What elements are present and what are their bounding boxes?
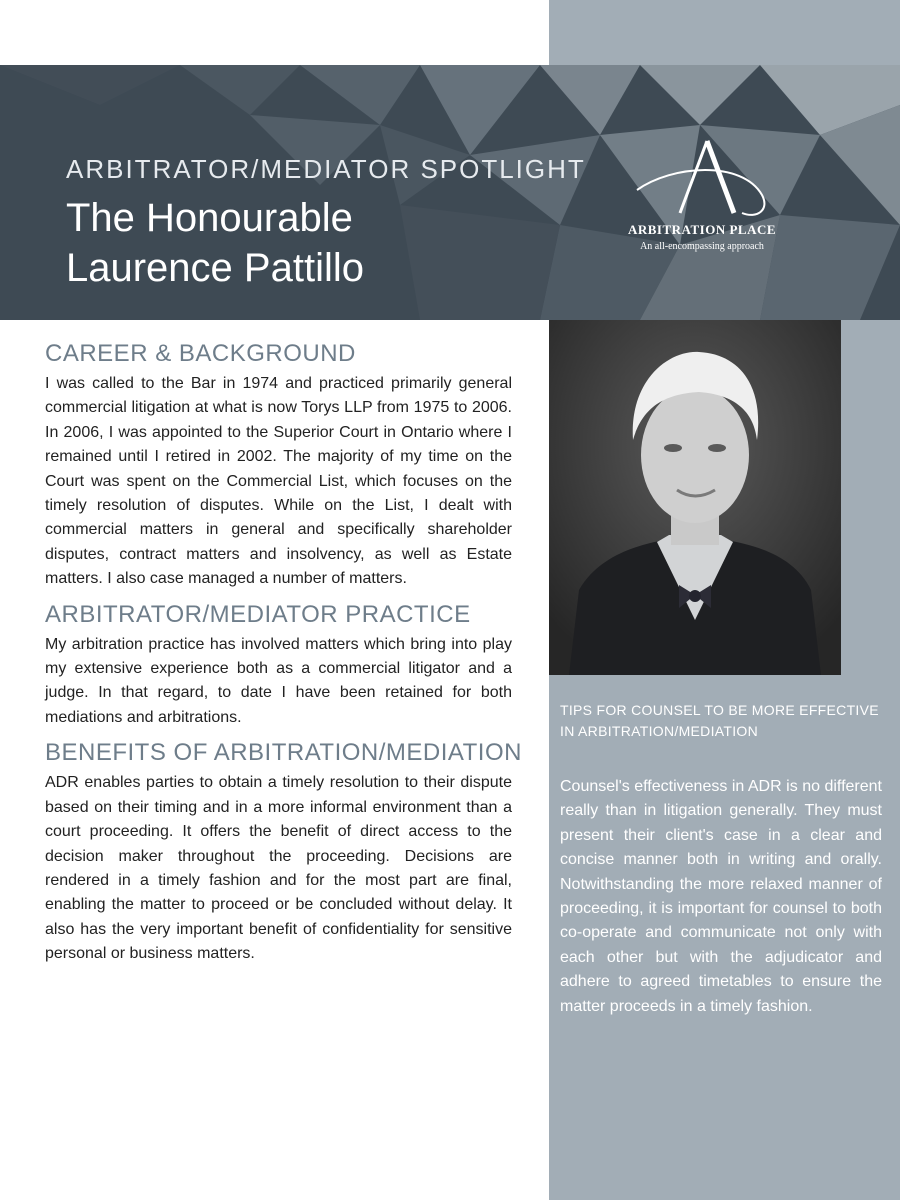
spotlight-kicker: ARBITRATOR/MEDIATOR SPOTLIGHT: [66, 154, 586, 184]
practice-text: My arbitration practice has involved matters which bring into play my extensive experience both as a commercial litigator and a judge. In that regard, to date I have been retained for both mediations and arbitrations.: [45, 635, 512, 726]
tips-heading: TIPS FOR COUNSEL TO BE MORE EFFECTIVE IN ARBITRATION/MEDIATION: [560, 702, 879, 739]
header-banner: [0, 65, 900, 320]
section-heading-benefits: BENEFITS OF ARBITRATION/MEDIATION: [45, 739, 522, 767]
benefits-section: [45, 739, 522, 966]
portrait-photo: [549, 320, 841, 675]
page-title: [66, 193, 364, 293]
section-heading-career: CAREER & BACKGROUND: [45, 340, 356, 367]
practice-section: [45, 601, 512, 731]
logo-tagline: An all-encompassing approach: [640, 241, 764, 252]
career-section: [45, 340, 512, 592]
section-heading-practice: ARBITRATOR/MEDIATOR PRACTICE: [45, 600, 471, 628]
title-line-2: Laurence Pattillo: [66, 246, 364, 290]
benefits-text: ADR enables parties to obtain a timely resolution to their dispute based on their timing and in a more informal environment than a court proceeding. It offers the benefit of direct access to the decision maker throughout the proceeding. Decisions are rendered in a timely fashion and for the most part are final, enabling the matter to proceed or be concluded without delay. It also has the very important benefit of confidentiality for sensitive personal or business matters.: [45, 774, 512, 963]
tips-text: Counsel's effectiveness in ADR is no different really than in litigation generally. They must present their client's case in a clear and concise manner both in writing and orally. Notwithstanding the more relaxed manner of proceeding, it is important for counsel to both co-operate and communicate not only with each other but with the adjudicator and adhere to agreed timetables to ensure the matter proceeds in a timely fashion.: [560, 778, 882, 1015]
title-line-1: The Honourable: [66, 196, 353, 240]
main-content: [45, 340, 522, 976]
logo-name: ARBITRATION PLACE: [627, 222, 777, 237]
logo-a-mark-icon: [612, 135, 792, 225]
arbitration-place-logo: [612, 135, 792, 252]
tips-sidebar: [560, 700, 882, 1019]
career-text: I was called to the Bar in 1974 and practiced primarily general commercial litigation at what is now Torys LLP from 1975 to 2006. In 2006, I was appointed to the Superior Court in Ontario where I remained until I retired in 2002. The majority of my time on the Court was spent on the Commercial List, which focuses on the timely resolution of disputes. While on the List, I dealt with commercial matters in general and specifically shareholder disputes, contract matters and insolvency, as well as Estate matters. I also case managed a number of matters.: [45, 375, 512, 588]
